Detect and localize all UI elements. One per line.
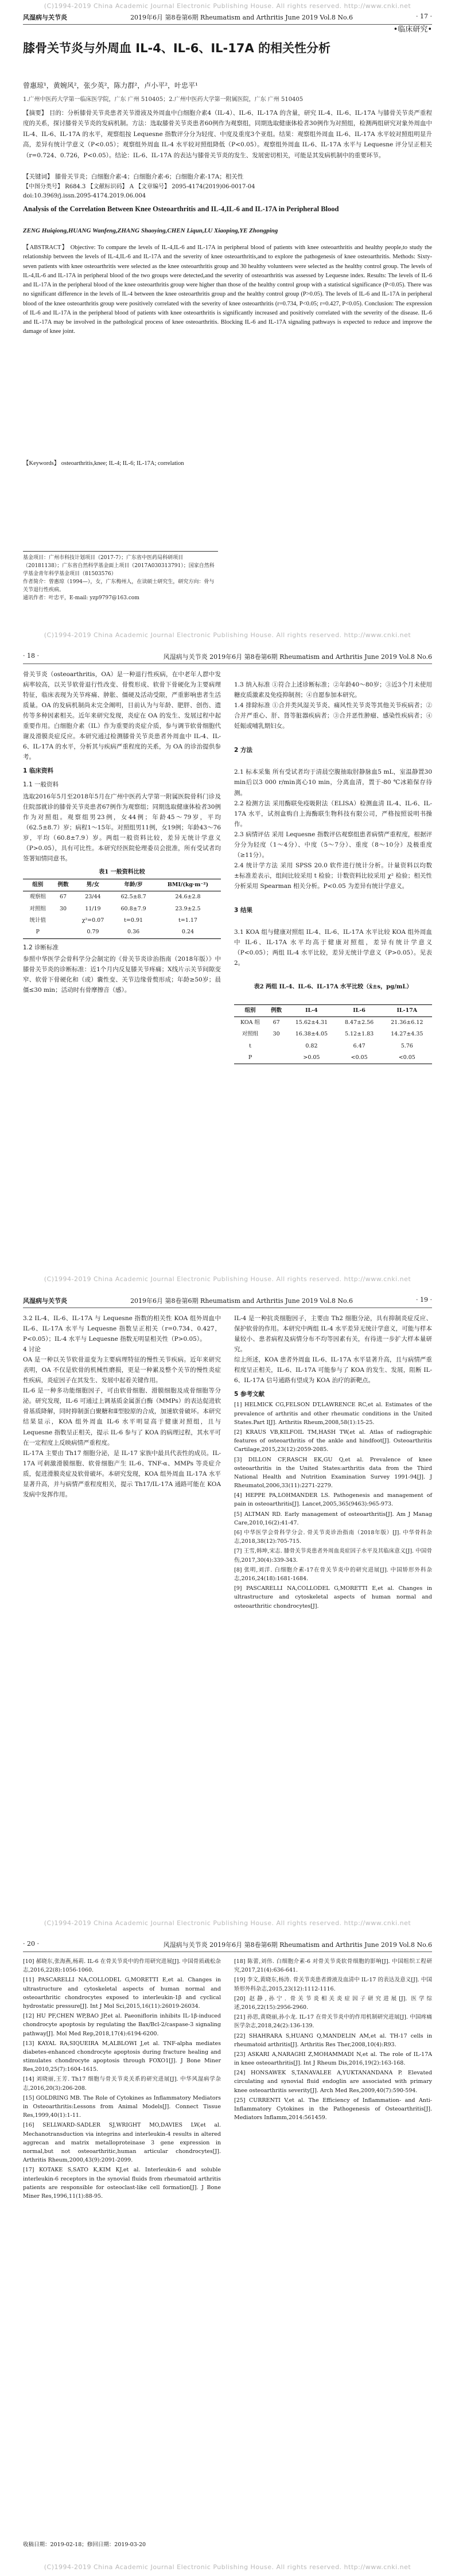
reference-item: [23] ASKARI A,NARAGHI Z,MOHAMMADI N,et al. The role of IL-17A in knee osteoarthritis[J]. Int J Rheum Dis,2016,19(2):163-168. bbox=[234, 2051, 432, 2067]
subsection-heading: 1.1 一般资料 bbox=[23, 781, 59, 789]
table-cell: 24.6±2.8 bbox=[175, 894, 201, 901]
reference-item: [19] 李文,黄晓东,杨涛. 骨关节炎患者滑液及血清中 IL-17 的表达及意义[J]. 中国矫形外科杂志,2015,23(12):1112-1116. bbox=[234, 1977, 432, 1992]
authors-en: ZENG Huiqiong,HUANG Wanfeng,ZHANG Shaoying,CHEN Liqun,LU Xiaoping,YE Zhongping bbox=[23, 227, 278, 234]
issue-info: 2019年6月 第8卷第6期 Rheumatism and Arthritis June 2019 Vol.8 No.6 bbox=[130, 14, 353, 21]
table-cell: 23.9±2.5 bbox=[175, 905, 201, 912]
reference-item: [1] HELMICK CG,FELSON DT,LAWRENCE RC,et al. Estimates of the prevalence of arthritis and other rheumatic conditions in the United States.Part I[J]. Arthritis Rheum,2008,58(1):15-25. bbox=[234, 1402, 432, 1426]
running-header bbox=[23, 13, 432, 25]
section-tag: •临床研究• bbox=[393, 25, 432, 34]
table-row bbox=[234, 1052, 432, 1064]
reference-item: [6] 中华医学会骨科学分会. 骨关节炎诊治指南（2018年版）[J]. 中华骨科杂志,2018,38(12):705-715. bbox=[234, 1530, 432, 1545]
reference-item: [15] GOLDRING MB. The Role of Cytokines as Inflammatory Mediators in Osteoarthritis:Lessons from Animal Models[J]. Connect Tissue Res,1999,40(1):1-11. bbox=[23, 2094, 221, 2119]
table-header-cell: 例数 bbox=[57, 882, 69, 889]
reference-item: [10] 郝晓东,张海燕,杨莉. IL-6 在骨关节炎中的作用研究进展[J]. 中国骨质疏松杂志,2016,22(8):1056-1060. bbox=[23, 1958, 221, 1974]
table-cell: >0.05 bbox=[303, 1054, 320, 1061]
table-cell: 0.24 bbox=[181, 929, 195, 936]
footnotes bbox=[23, 554, 218, 603]
keywords-cn: 【关键词】 膝骨关节炎；白细胞介素-4；白细胞介素-6；白细胞介素-17A；相关性 bbox=[23, 173, 244, 180]
table-cell: 11/19 bbox=[85, 905, 101, 912]
reference-item: [4] HEPPE PA,LOHMANDER LS. Pathogenesis and management of pain in osteoarthritis[J]. Lancet,2005,365(9463):965-973. bbox=[234, 1492, 432, 1508]
reference-item: [16] SELLWARD-SADLER SJ,WRIGHT MO,DAVIES LW,et al. Mechanotransduction via integrins and interleukin-4 results in altered aggrecan and matrix metalloproteinase 3 gene expression in normal,but not osteoarthritic,human articular chondrocytes[J]. Arthritis Rheum,2000,43(9):2091-2099. bbox=[23, 2122, 221, 2164]
table-header-cell: 组别 bbox=[32, 882, 44, 889]
table-caption: 表2 两组 IL-4、IL-6、IL-17A 水平比较（x̄±s，pg/mL） bbox=[254, 984, 413, 991]
table-row bbox=[234, 1041, 432, 1052]
doi: doi:10.3969/j.issn.2095-4174.2019.06.004 bbox=[23, 193, 146, 199]
table-cell: 30 bbox=[273, 1031, 280, 1038]
table-cell: 16.38±4.05 bbox=[295, 1031, 328, 1038]
table-cell bbox=[52, 926, 73, 938]
reference-item: [12] HU PF,CHEN WP,BAO JP,et al. Paeoniflorin inhibits IL-1β-induced chondrocyte apoptosis by regulating the Bax/Bcl-2/caspase-3 signaling pathway[J]. Mol Med Rep,2018,17(4):6194-6200. bbox=[23, 2013, 221, 2037]
reference-item: [18] 陈蕾,刘伟. 白细胞介素-6 对骨关节炎软骨细胞的影响[J]. 中国组织工程研究,2017,21(4):636-641. bbox=[234, 1958, 432, 1974]
section-heading: 1 临床资料 bbox=[23, 767, 53, 775]
watermark: (C)1994-2019 China Academic Journal Electronic Publishing House. All rights reserved. http://www.cnki.net bbox=[44, 2, 411, 10]
section-heading: 2 方法 bbox=[234, 747, 252, 754]
page-number: · 20 · bbox=[23, 1940, 39, 1947]
reference-item: [9] PASCARELLI NA,COLLODEL G,MORETTI E,et al. Changes in ultrastructure and cytoskeletal aspects of human normal and osteoarthritic chondrocytes[J]. bbox=[234, 1585, 432, 1609]
section-heading: 3 结果 bbox=[234, 907, 252, 914]
table-cell: 15.62±4.31 bbox=[295, 1019, 328, 1026]
body-text: 1.3 纳入标准 ①符合上述诊断标准；②年龄40～80岁；③近3个月未使用糖皮质激素及免疫抑制剂；④自愿参加本研究。 1.4 排除标准 ①合并类风湿关节炎、痛风性关节炎等其他关节疾病者；②合并严重心、肝、肾等脏器疾病者；③合并恶性肿瘤、感染性疾病者；④妊娠或哺乳期妇女。 bbox=[234, 681, 432, 730]
footnote-author: 作者简介：曾惠琼（1994—），女，广东梅州人，在读硕士研究生，研究方向：骨与关节退行性疾病。 bbox=[23, 579, 215, 593]
table-cell bbox=[52, 915, 73, 926]
table-header-cell: IL-6 bbox=[353, 1007, 365, 1014]
table-cytokines bbox=[234, 1004, 432, 1065]
running-header bbox=[23, 1940, 432, 1952]
page-3 bbox=[0, 1288, 455, 1932]
table-cell: 8.47±2.56 bbox=[344, 1019, 374, 1026]
table-cell: 5.12±1.83 bbox=[344, 1031, 374, 1038]
classification: 【中图分类号】 R684.3 【文献标识码】 A 【文章编号】 2095-4174(2019)06-0017-04 bbox=[23, 184, 255, 190]
reference-item: [3] DILLON CF,RASCH EK,GU Q,et al. Prevalence of knee osteoarthritis in the United States:arthritis data from the Third National Health and Nutrition Examination Survey 1991-94[J]. J Rheumatol,2006,33(11):2271-2279. bbox=[234, 1456, 432, 1489]
page-2 bbox=[0, 644, 455, 1288]
keywords-en: 【Keywords】 osteoarthritis,knee; IL-4; IL-6; IL-17A; correlation bbox=[23, 460, 184, 467]
table-cell: t=1.17 bbox=[178, 917, 197, 924]
table-cell: <0.05 bbox=[351, 1054, 368, 1061]
table-caption: 表1 一般资料比较 bbox=[99, 868, 145, 875]
authors: 曾惠琼¹，黄婉风²，张少英²，陈力群²，卢小平²，叶忠平¹ bbox=[23, 82, 198, 90]
table-row bbox=[234, 1017, 432, 1029]
reference-item: [22] SHAHRARA S,HUANG Q,MANDELIN AM,et al. TH-17 cells in rheumatoid arthritis[J]. Arthritis Res Ther,2008,10(4):R93. bbox=[234, 2032, 432, 2048]
table-row bbox=[23, 926, 221, 938]
page-number: · 17 · bbox=[416, 13, 432, 20]
table-header-cell: 男/女 bbox=[86, 882, 100, 889]
table-row bbox=[23, 891, 221, 903]
reference-list-right bbox=[234, 1957, 432, 2123]
table-cell: <0.05 bbox=[398, 1054, 415, 1061]
reference-item: [14] 刘晓丽,王芳. Th17 细胞与骨关节炎关系的研究进展[J]. 中华风湿病学杂志,2016,20(3):206-208. bbox=[23, 2076, 221, 2092]
page-number: · 19 · bbox=[416, 1296, 432, 1303]
column-right bbox=[234, 1313, 432, 1612]
page-1 bbox=[0, 0, 455, 644]
page-4 bbox=[0, 1932, 455, 2576]
journal-name: 风湿病与关节炎 bbox=[23, 1297, 67, 1305]
table-header-cell: 年龄/岁 bbox=[124, 882, 143, 889]
table-cell bbox=[266, 1052, 286, 1064]
table-cell: 67 bbox=[273, 1019, 280, 1026]
table-cell: 23/44 bbox=[85, 894, 101, 901]
watermark: (C)1994-2019 China Academic Journal Electronic Publishing House. All rights reserved. http://www.cnki.net bbox=[44, 631, 411, 639]
footnote-funding: 基金项目：广州市科技计划项目（2017-7）；广东省中医药局科研项目（20181138）；广东省自然科学基金面上项目（2017A030313791）；国家自然科学基金青年科学基金项目（81503576） bbox=[23, 555, 215, 577]
table-cell: 5.76 bbox=[400, 1042, 413, 1049]
issue-info: 2019年6月 第8卷第6期 Rheumatism and Arthritis June 2019 Vol.8 No.6 bbox=[130, 1297, 353, 1305]
reference-item: [7] 王雪,韩坤,宋志. 膝骨关节炎患者外周血炎症因子水平及其临床意义[J]. 中国骨伤,2017,30(4):339-343. bbox=[234, 1548, 432, 1564]
section-heading: 5 参考文献 bbox=[234, 1391, 265, 1398]
table-row bbox=[23, 915, 221, 926]
table-header-cell: BMI/(kg·m⁻²) bbox=[167, 882, 209, 889]
reference-item: [8] 张明,刘洋. 白细胞介素-17在骨关节炎中的研究进展[J]. 中国矫形外科杂志,2016,24(18):1681-1684. bbox=[234, 1566, 432, 1582]
running-header bbox=[23, 652, 432, 664]
table-row bbox=[23, 903, 221, 915]
reference-item: [5] ALTMAN RD. Early management of osteoarthritis[J]. Am J Manag Care,2010,16(2):41-47. bbox=[234, 1511, 432, 1526]
table-cell: 对照组 bbox=[29, 905, 46, 912]
reference-list-left bbox=[23, 1957, 221, 2202]
table-general-data bbox=[23, 879, 221, 939]
watermark: (C)1994-2019 China Academic Journal Electronic Publishing House. All rights reserved. http://www.cnki.net bbox=[44, 1919, 411, 1927]
reference-item: [25] CURRENTI V,et al. The Efficiency of Inflammation- and Anti-Inflammatory Cytokines in the Pathogenesis of Osteoarthritis[J]. Mediators Inflamm,2014:561459. bbox=[234, 2097, 432, 2121]
table-cell bbox=[266, 1041, 286, 1052]
subsection-heading: 1.2 诊断标准 bbox=[23, 944, 59, 951]
body-text: 选取2016年5月至2018年5月在广州中医药大学第一附属医院骨科门诊及住院部就诊的膝骨关节炎患者67例作为观察组；同期选取健康体检者30例作为对照组。观察组男23例，女44例；年龄45～79岁，平均（62.5±8.7）岁；病程1～15年。对照组男11例，女19例；年龄43～76岁，平均（60.8±7.9）岁。两组一般资料比较，差异无统计学意义（P>0.05），具有可比性。本研究经医院伦理委员会批准，所有受试者均签署知情同意书。 bbox=[23, 793, 221, 862]
column-left: 3.2 IL-4、IL-6、IL-17A 与 Lequesne 指数的相关性 KOA 组外周血中 IL-6、IL-17A 水平与 Lequesne 指数呈正相关（r=0.734、0.427，P<0.05）；IL-4 水平与 Lequesne 指数无明显相关性（P>0.05）。 4 讨论 OA 是一种以关节软骨退变为主要病理特征的慢性关节疾病。近年来研究表明，OA 不仅是软骨的机械性磨损，更是一种累及整个关节的慢性炎症性疾病，炎症因子在其发生、发展中起着关键作用。 IL-6 是一种多功能细胞因子，可由软骨细胞、滑膜细胞及成骨细胞等分泌。研究发现，IL-6 可通过上调基质金属蛋白酶（MMPs）的表达促进软骨基质降解，同时抑制蛋白聚糖和Ⅱ型胶原的合成，加速软骨破坏。本研究结果显示，KOA 组外周血 IL-6 水平明显高于健康对照组，且与 Lequesne 指数呈正相关，提示 IL-6 参与了 KOA 的病理过程，其水平可在一定程度上反映病情严重程度。 IL-17A 主要由 Th17 细胞分泌，是 IL-17 家族中最具代表性的成员。IL-17A 可刺激滑膜细胞、软骨细胞产生 IL-6、TNF-α、MMPs 等炎症介质，促进滑膜炎症及软骨破坏。本研究发现，KOA 组外周血 IL-17A 水平显著升高，并与病情严重程度相关，提示 Th17/IL-17A 通路可能在 KOA 发病中发挥作用。 bbox=[23, 1315, 221, 1498]
table-header-cell: 例数 bbox=[271, 1007, 282, 1014]
footnote-rule bbox=[23, 551, 218, 552]
table-cell: 0.79 bbox=[87, 929, 99, 936]
table-cell: 对照组 bbox=[242, 1031, 259, 1038]
reference-item: [11] PASCARELLI NA,COLLODEL G,MORETTI E,et al. Changes in ultrastructure and cytoskeletal aspects of human normal and osteoarthritic chondrocytes exposed to interleukin-1β and cyclical hydrostatic pressure[J]. Int J Mol Sci,2015,16(11):26019-26034. bbox=[23, 1977, 221, 2009]
page-number: · 18 · bbox=[23, 652, 39, 659]
table-cell: t bbox=[249, 1042, 251, 1049]
abstract-cn: 【摘要】 目的：分析膝骨关节炎患者关节滑液及外周血中白细胞介素4（IL-4）、IL-6、IL-17A 的含量，研究 IL-4、IL-6、IL-17A 与膝骨关节炎严重程度的关系，探讨膝骨关节炎的发病机制。方法：选取膝骨关节炎患者60例作为观察组，同期选取健康体检者30例作为对照组，检测两组研究对象外周血中 IL-4、IL-6、IL-17A 的水平，观察组按 Lequesne 指数评分分为轻度、中度及重度3个亚组。结果：观察组外周血 IL-6、IL-17A 水平较对照组明显升高，差异有统计学意义（P<0.05）；观察组外周血 IL-4 水平较对照组降低（P<0.05）。观察组外周血 IL-6、IL-17A 水平与 Lequesne 评分呈正相关（r=0.724、0.726，P<0.05）。结论：IL-6、IL-17A 的表达与膝骨关节炎的发生、发展密切相关，可能是其发病机制中的重要环节。 bbox=[23, 110, 432, 159]
table-cell: 67 bbox=[59, 894, 67, 901]
table-cell: 21.36±6.12 bbox=[391, 1019, 423, 1026]
abstract-en: 【ABSTRACT】 Objective: To compare the levels of IL-4,IL-6 and IL-17A in peripheral blood of patients with knee osteoarthritis and healthy people,to study the relationship between the levels of IL-4,IL-6 and IL-17A and the severity of knee osteoarthritis,and to explore the pathogenesis of knee osteoarthritis. Methods: Sixty-seven patients with knee osteoarthritis were selected as the knee osteoarthritis group and 30 healthy volunteers were selected as the healthy control group. The levels of IL-4,IL-6 and IL-17A in peripheral blood of the two groups were detected,and the severity of osteoarthritis was assessed by Lequesne index. Results: The levels of IL-6 and IL-17A in the peripheral blood of the knee osteoarthritis group were higher than those of the healthy control group with a statistical significance (P<0.05). There was no significant difference in the levels of IL-4 between the knee osteoarthritis group and the healthy control group (P>0.05). The levels of IL-6 and IL-17A in peripheral blood of the knee osteoarthritis group were positively correlated with the severity of knee osteoarthritis (r=0.734, P<0.05; r=0.427, P<0.05). Conclusion: The expression of IL-6 and IL-17A in the peripheral blood of patients with knee osteoarthritis is significantly increased and positively correlated with the severity of the disease. IL-6 and IL-17A may be involved in the pathological process of knee osteoarthritis. Blocking IL-6 and IL-17A signaling pathways is expected to reduce and improve the damage of knee joint. bbox=[23, 245, 432, 335]
table-cell: t=0.91 bbox=[124, 917, 143, 924]
table-cell: P bbox=[248, 1054, 252, 1061]
table-cell: 30 bbox=[59, 905, 67, 912]
article-title: 膝骨关节炎与外周血 IL-4、IL-6、IL-17A 的相关性分析 bbox=[23, 41, 331, 55]
table-cell: 统计值 bbox=[29, 917, 46, 924]
reference-item: [13] KAYAL RA,SIQUEIRA M,ALBLOWI J,et al. TNF-alpha mediates diabetes-enhanced chondrocyte apoptosis during fracture healing and stimulates chondrocyte apoptosis through FOXO1[J]. J Bone Miner Res,2010,25(7):1604-1615. bbox=[23, 2040, 221, 2073]
received-date: 收稿日期：2019-02-18；修回日期：2019-03-20 bbox=[23, 2542, 146, 2548]
reference-list bbox=[234, 1400, 432, 1610]
reference-item: [24] HONSAWEK S,TANAVALEE A,YUKTANANDANA P. Elevated circulating and synovial fluid endoglin are associated with primary knee osteoarthritis severity[J]. Arch Med Res,2009,40(7):590-594. bbox=[234, 2070, 432, 2094]
table-cell: 0.36 bbox=[127, 929, 140, 936]
table-cell: 0.82 bbox=[305, 1042, 318, 1049]
column-left bbox=[23, 669, 221, 995]
table-header-cell: 组别 bbox=[244, 1007, 256, 1014]
table-cell: P bbox=[36, 929, 40, 936]
running-header bbox=[23, 1296, 432, 1308]
table-cell: χ²=0.07 bbox=[81, 917, 104, 924]
table-cell: KOA 组 bbox=[240, 1019, 260, 1026]
reference-item: [2] KRAUS VB,KILFOIL TM,HASH TW,et al. Atlas of radiographic features of osteoarthritis of the ankle and hindfoot[J]. Osteoarthritis Cartilage,2015,23(12):2059-2085. bbox=[234, 1429, 432, 1453]
table-cell: 60.8±7.9 bbox=[120, 905, 146, 912]
table-cell: 6.47 bbox=[353, 1042, 365, 1049]
table-header-cell: IL-17A bbox=[396, 1007, 418, 1014]
issue-info: 风湿病与关节炎 2019年6月 第8卷第6期 Rheumatism and Arthritis June 2019 Vol.8 No.6 bbox=[163, 653, 432, 661]
issue-info: 风湿病与关节炎 2019年6月 第8卷第6期 Rheumatism and Arthritis June 2019 Vol.8 No.6 bbox=[163, 1941, 432, 1949]
body-text: 2.1 标本采集 所有受试者均于清晨空腹抽取肘静脉血5 mL，室温静置30 min后以3 000 r/min离心10 min，分离血清，置于-80 ℃冰箱保存待测。 2.2 检测方法 采用酶联免疫吸附法（ELISA）检测血清 IL-4、IL-6、IL-17A 水平，试剂盒购自上海酶联生物科技有限公司，严格按照说明书操作。 2.3 病情评估 采用 Lequesne 指数评估观察组患者病情严重程度，根据评分分为轻度（1～4分）、中度（5～7分）、重度（8～10分）及极重度（≥11分）。 2.4 统计学方法 采用 SPSS 20.0 软件进行统计分析。计量资料以均数±标准差表示，组间比较采用 t 检验；计数资料比较采用 χ² 检验；相关性分析采用 Spearman 相关分析。P<0.05 为差异有统计学意义。 bbox=[234, 769, 432, 890]
affiliations: 1.广州中医药大学第一临床医学院，广东 广州 510405；2.广州中医药大学第一附属医院，广东 广州 510405 bbox=[23, 96, 304, 103]
intro-text: 骨关节炎（osteoarthritis，OA）是一种退行性疾病，在中老年人群中发病率较高，以关节软骨退行性改变、骨赘形成、软骨下骨硬化为主要病理特征，临床表现为关节疼痛、肿胀、僵硬及活动受限，严重影响患者生活质量。OA 的发病机制尚未完全阐明，目前认为与年龄、肥胖、创伤、遗传等多种因素相关。近年来研究发现，炎症在 OA 的发生、发展过程中起重要作用。白细胞介素（IL）作为重要的炎症介质，参与调节软骨细胞代谢及滑膜炎症反应。本研究通过检测膝骨关节炎患者外周血中 IL-4、IL-6、IL-17A 的水平，分析其与疾病严重程度的关系，为 OA 的诊治提供参考。 bbox=[23, 671, 221, 761]
table-cell: 62.5±8.7 bbox=[120, 894, 146, 901]
body-text: IL-4 是一种抗炎细胞因子，主要由 Th2 细胞分泌，具有抑制炎症反应、保护软骨的作用。本研究中两组 IL-4 水平差异无统计学意义，可能与样本量较小、患者病程及病情分布不均等因素有关，有待进一步扩大样本量研究。 综上所述，KOA 患者外周血 IL-6、IL-17A 水平显著升高，且与病情严重程度呈正相关，IL-6、IL-17A 可能参与了 KOA 的发生、发展，阻断 IL-6、IL-17A 信号通路有望成为 KOA 治疗的新靶点。 bbox=[234, 1315, 432, 1384]
reference-item: [21] 孙思,黄晓丽,孙小龙. IL-17 在骨关节炎中的作用机制研究进展[J]. 中国疼痛医学杂志,2018,24(2):136-139. bbox=[234, 2014, 432, 2030]
body-text: 参照中华医学会骨科学分会制定的《骨关节炎诊治指南（2018年版）》中膝骨关节炎的诊断标准：近1个月内反复膝关节疼痛；X线片示关节间隙变窄、软骨下骨硬化和（或）囊性变、关节边缘骨赘形成；年龄≥50岁；晨僵≤30 min；活动时有骨摩擦音（感）。 bbox=[23, 955, 221, 994]
title-en: Analysis of the Correlation Between Knee Osteoarthritis and IL-4,IL-6 and IL-17A in Peripheral Blood bbox=[23, 205, 339, 213]
body-text: 3.1 KOA 组与健康对照组 IL-4、IL-6、IL-17A 水平比较 KOA 组外周血中 IL-6、IL-17A 水平均高于健康对照组，差异有统计学意义（P<0.05）；两组 IL-4 水平比较，差异无统计学意义（P>0.05）。见表2。 bbox=[234, 929, 432, 967]
table-header-cell: IL-4 bbox=[305, 1007, 318, 1014]
table-cell: 观察组 bbox=[29, 894, 46, 901]
column-right bbox=[234, 669, 432, 1074]
reference-item: [17] KOTAKE S,SATO K,KIM KJ,et al. Interleukin-6 and soluble interleukin-6 receptors in the synovial fluids from rheumatoid arthritis patients are responsible for osteoclast-like cell formation[J]. J Bone Miner Res,1996,11(1):88-95. bbox=[23, 2167, 221, 2199]
table-cell: 14.27±4.35 bbox=[391, 1031, 423, 1038]
journal-name: 风湿病与关节炎 bbox=[23, 14, 67, 21]
reference-item: [20] 赵静,孙宁. 骨关节炎相关炎症因子研究进展[J]. 医学综述,2016,22(15):2956-2960. bbox=[234, 1995, 432, 2011]
footnote-corresponding: 通讯作者：叶忠平，E-mail: yzp9797@163.com bbox=[23, 595, 139, 601]
table-row bbox=[234, 1029, 432, 1040]
watermark: (C)1994-2019 China Academic Journal Electronic Publishing House. All rights reserved. http://www.cnki.net bbox=[44, 2563, 411, 2571]
watermark: (C)1994-2019 China Academic Journal Electronic Publishing House. All rights reserved. http://www.cnki.net bbox=[44, 1275, 411, 1283]
